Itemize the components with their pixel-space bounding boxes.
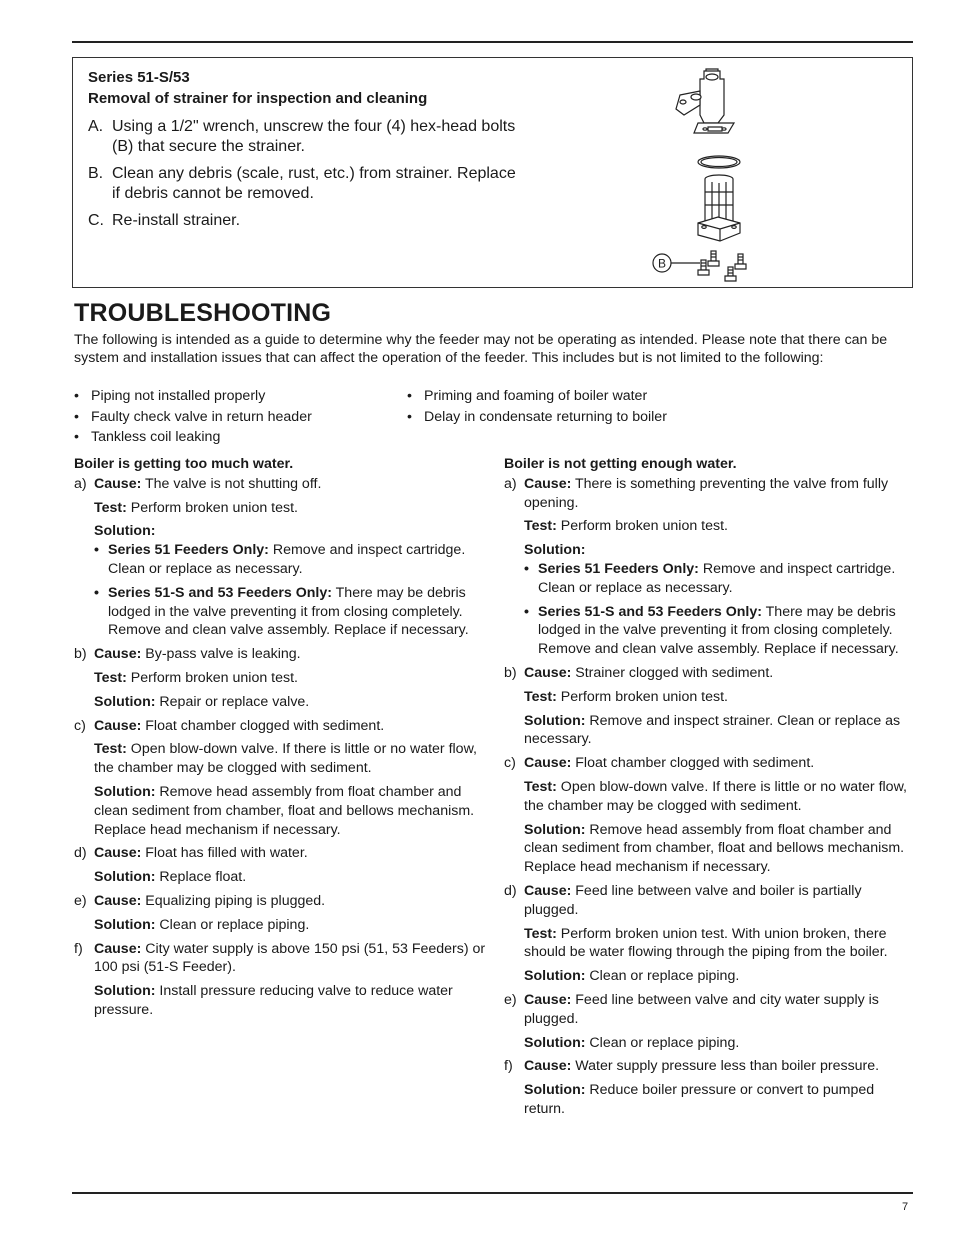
too-much-water-section: [74, 455, 486, 1020]
strainer-exploded-diagram: [650, 67, 750, 282]
bottom-rule: [72, 1192, 913, 1194]
top-rule: [72, 41, 913, 43]
step-b: B. Clean any debris (scale, rust, etc.) from strainer. Replace if debris cannot be removed.: [88, 165, 516, 202]
not-enough-item-a: a) Cause: There is something preventing the valve from fully opening. Test: Perform broken union test. Solution: • Series 51 Feeders Only: Remove and inspect cartridge. Clean or replace as necessary. • Series 51-S and 53 Feeders Only: There may be debris lodged in the valve preventing it from closing completely. Remove and clean valve assembly. Replace if necessary.: [504, 475, 916, 659]
not-enough-item-f: f) Cause: Water supply pressure less than boiler pressure. Solution: Reduce boiler pressure or convert to pumped return.: [504, 1058, 880, 1117]
box-heading: Removal of strainer for inspection and cleaning: [88, 90, 428, 107]
list-item: • Tankless coil leaking: [74, 427, 394, 448]
list-item: • Faulty check valve in return header: [74, 407, 394, 428]
too-much-item-c: c) Cause: Float chamber clogged with sediment. Test: Open blow-down valve. If there is little or no water flow, the chamber may be clogged with sediment. Solution: Remove head assembly from float chamber and clean sediment from chamber, float and bellows mechanism. Replace head mechanism if necessary.: [74, 717, 477, 838]
list-item: • Priming and foaming of boiler water: [407, 386, 807, 407]
not-enough-water-section: [504, 455, 916, 1119]
strainer-instructions-box: [72, 57, 913, 288]
too-much-item-e: e) Cause: Equalizing piping is plugged. Solution: Clean or replace piping.: [74, 892, 326, 933]
box-series-label: Series 51-S/53: [88, 69, 190, 86]
step-a: A. Using a 1/2" wrench, unscrew the four (4) hex-head bolts (B) that secure the strainer.: [88, 118, 516, 155]
not-enough-item-d: d) Cause: Feed line between valve and boiler is partially plugged. Test: Perform broken union test. With union broken, there should be water flowing through the piping from the boiler. Solution: Clean or replace piping.: [504, 882, 888, 985]
section-title: Boiler is getting too much water.: [74, 456, 294, 472]
troubleshooting-heading: TROUBLESHOOTING: [74, 299, 332, 327]
too-much-item-a: a) Cause: The valve is not shutting off. Test: Perform broken union test. Solution: • Series 51 Feeders Only: Remove and inspect cartridge. Clean or replace as necessary. • Series 51-S and 53 Feeders Only: There may be debris lodged in the valve preventing it from closing completely. Remove and clean valve assembly. Replace if necessary.: [74, 475, 486, 640]
not-enough-item-e: e) Cause: Feed line between valve and city water supply is plugged. Solution: Clean or replace piping.: [504, 991, 879, 1051]
issue-list-right: [407, 386, 807, 427]
too-much-item-b: b) Cause: By-pass valve is leaking. Test: Perform broken union test. Solution: Repair or replace valve.: [74, 646, 310, 710]
not-enough-item-c: c) Cause: Float chamber clogged with sediment. Test: Open blow-down valve. If there is little or no water flow, the chamber may be clogged with sediment. Solution: Remove head assembly from float chamber and clean sediment from chamber, float and bellows mechanism. Replace head mechanism if necessary.: [504, 755, 907, 876]
issue-list-left: [74, 386, 394, 448]
not-enough-item-b: b) Cause: Strainer clogged with sediment. Test: Perform broken union test. Solution: Remove and inspect strainer. Clean or replace as necessary.: [504, 664, 901, 748]
strainer-steps: [88, 117, 528, 238]
list-item: • Delay in condensate returning to boiler: [407, 407, 807, 428]
page-number: 7: [902, 1201, 909, 1213]
section-title: Boiler is not getting enough water.: [504, 456, 737, 472]
too-much-item-d: d) Cause: Float has filled with water. Solution: Replace float.: [74, 845, 308, 886]
list-item: • Piping not installed properly: [74, 386, 394, 407]
step-c: C. Re-install strainer.: [88, 212, 241, 229]
box-title: [88, 67, 427, 109]
troubleshooting-intro: The following is intended as a guide to determine why the feeder may not be operating as intended. Please note that there can be system and installation issues that can affect the operation of the feeder. This includes but is not limited to the following:: [74, 332, 888, 366]
callout-b-label: B: [657, 256, 667, 271]
too-much-item-f: f) Cause: City water supply is above 150 psi (51, 53 Feeders) or 100 psi (51-S Feeder). Solution: Install pressure reducing valve to reduce water pressure.: [74, 940, 486, 1018]
